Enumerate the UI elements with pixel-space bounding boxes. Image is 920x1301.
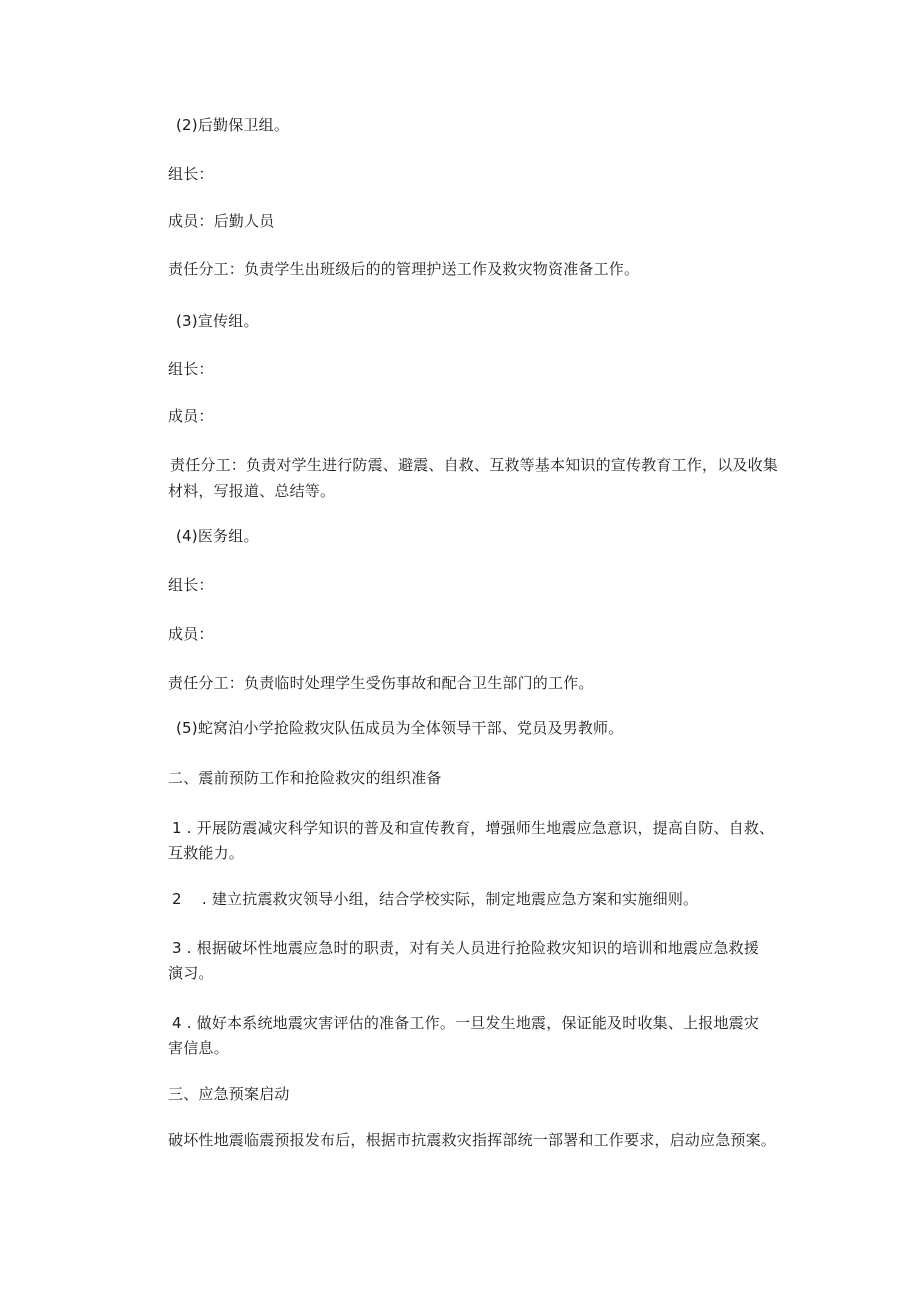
duty-line: 责任分工：负责临时处理学生受伤事故和配合卫生部门的工作。 [168,674,594,692]
members-line: 成员： [168,407,214,425]
activation-paragraph: 破坏性地震临震预报发布后，根据市抗震救灾指挥部统一部署和工作要求，启动应急预案。 [168,1131,777,1149]
list-item-3: 3 . 根据破坏性地震应急时的职责，对有关人员进行抢险救灾知识的培训和地震应急救援 [172,939,760,957]
group-heading-medical: (4)医务组。 [176,527,259,545]
duty-line-continued: 材料，写报道、总结等。 [168,482,336,500]
list-item-4: 4 . 做好本系统地震灾害评估的准备工作。一旦发生地震，保证能及时收集、上报地震灾 [172,1014,760,1032]
group-heading-publicity: (3)宣传组。 [176,312,259,330]
section-heading-activation: 三、应急预案启动 [168,1085,290,1103]
members-line: 成员： [168,625,214,643]
list-item-3-continued: 演习。 [168,964,214,982]
duty-line: 责任分工：负责学生出班级后的的管理护送工作及救灾物资准备工作。 [168,260,640,278]
leader-line: 组长： [168,576,214,594]
leader-line: 组长： [168,165,214,183]
group-heading-logistics: (2)后勤保卫组。 [176,116,290,134]
list-item-2: 2 . 建立抗震救灾领导小组，结合学校实际，制定地震应急方案和实施细则。 [172,890,699,908]
list-item-1-continued: 互救能力。 [168,844,245,862]
members-line: 成员：后勤人员 [168,212,275,230]
leader-line: 组长： [168,360,214,378]
section-heading-preparation: 二、震前预防工作和抢险救灾的组织准备 [168,769,442,787]
list-item-1: 1 . 开展防震减灾科学知识的普及和宣传教育，增强师生地震应急意识，提高自防、自救、 [172,819,775,837]
rescue-team-line: (5)蛇窝泊小学抢险救灾队伍成员为全体领导干部、党员及男教师。 [176,719,624,737]
list-item-4-continued: 害信息。 [168,1039,229,1057]
duty-line: 责任分工：负责对学生进行防震、避震、自救、互救等基本知识的宣传教育工作，以及收集 [170,456,779,474]
